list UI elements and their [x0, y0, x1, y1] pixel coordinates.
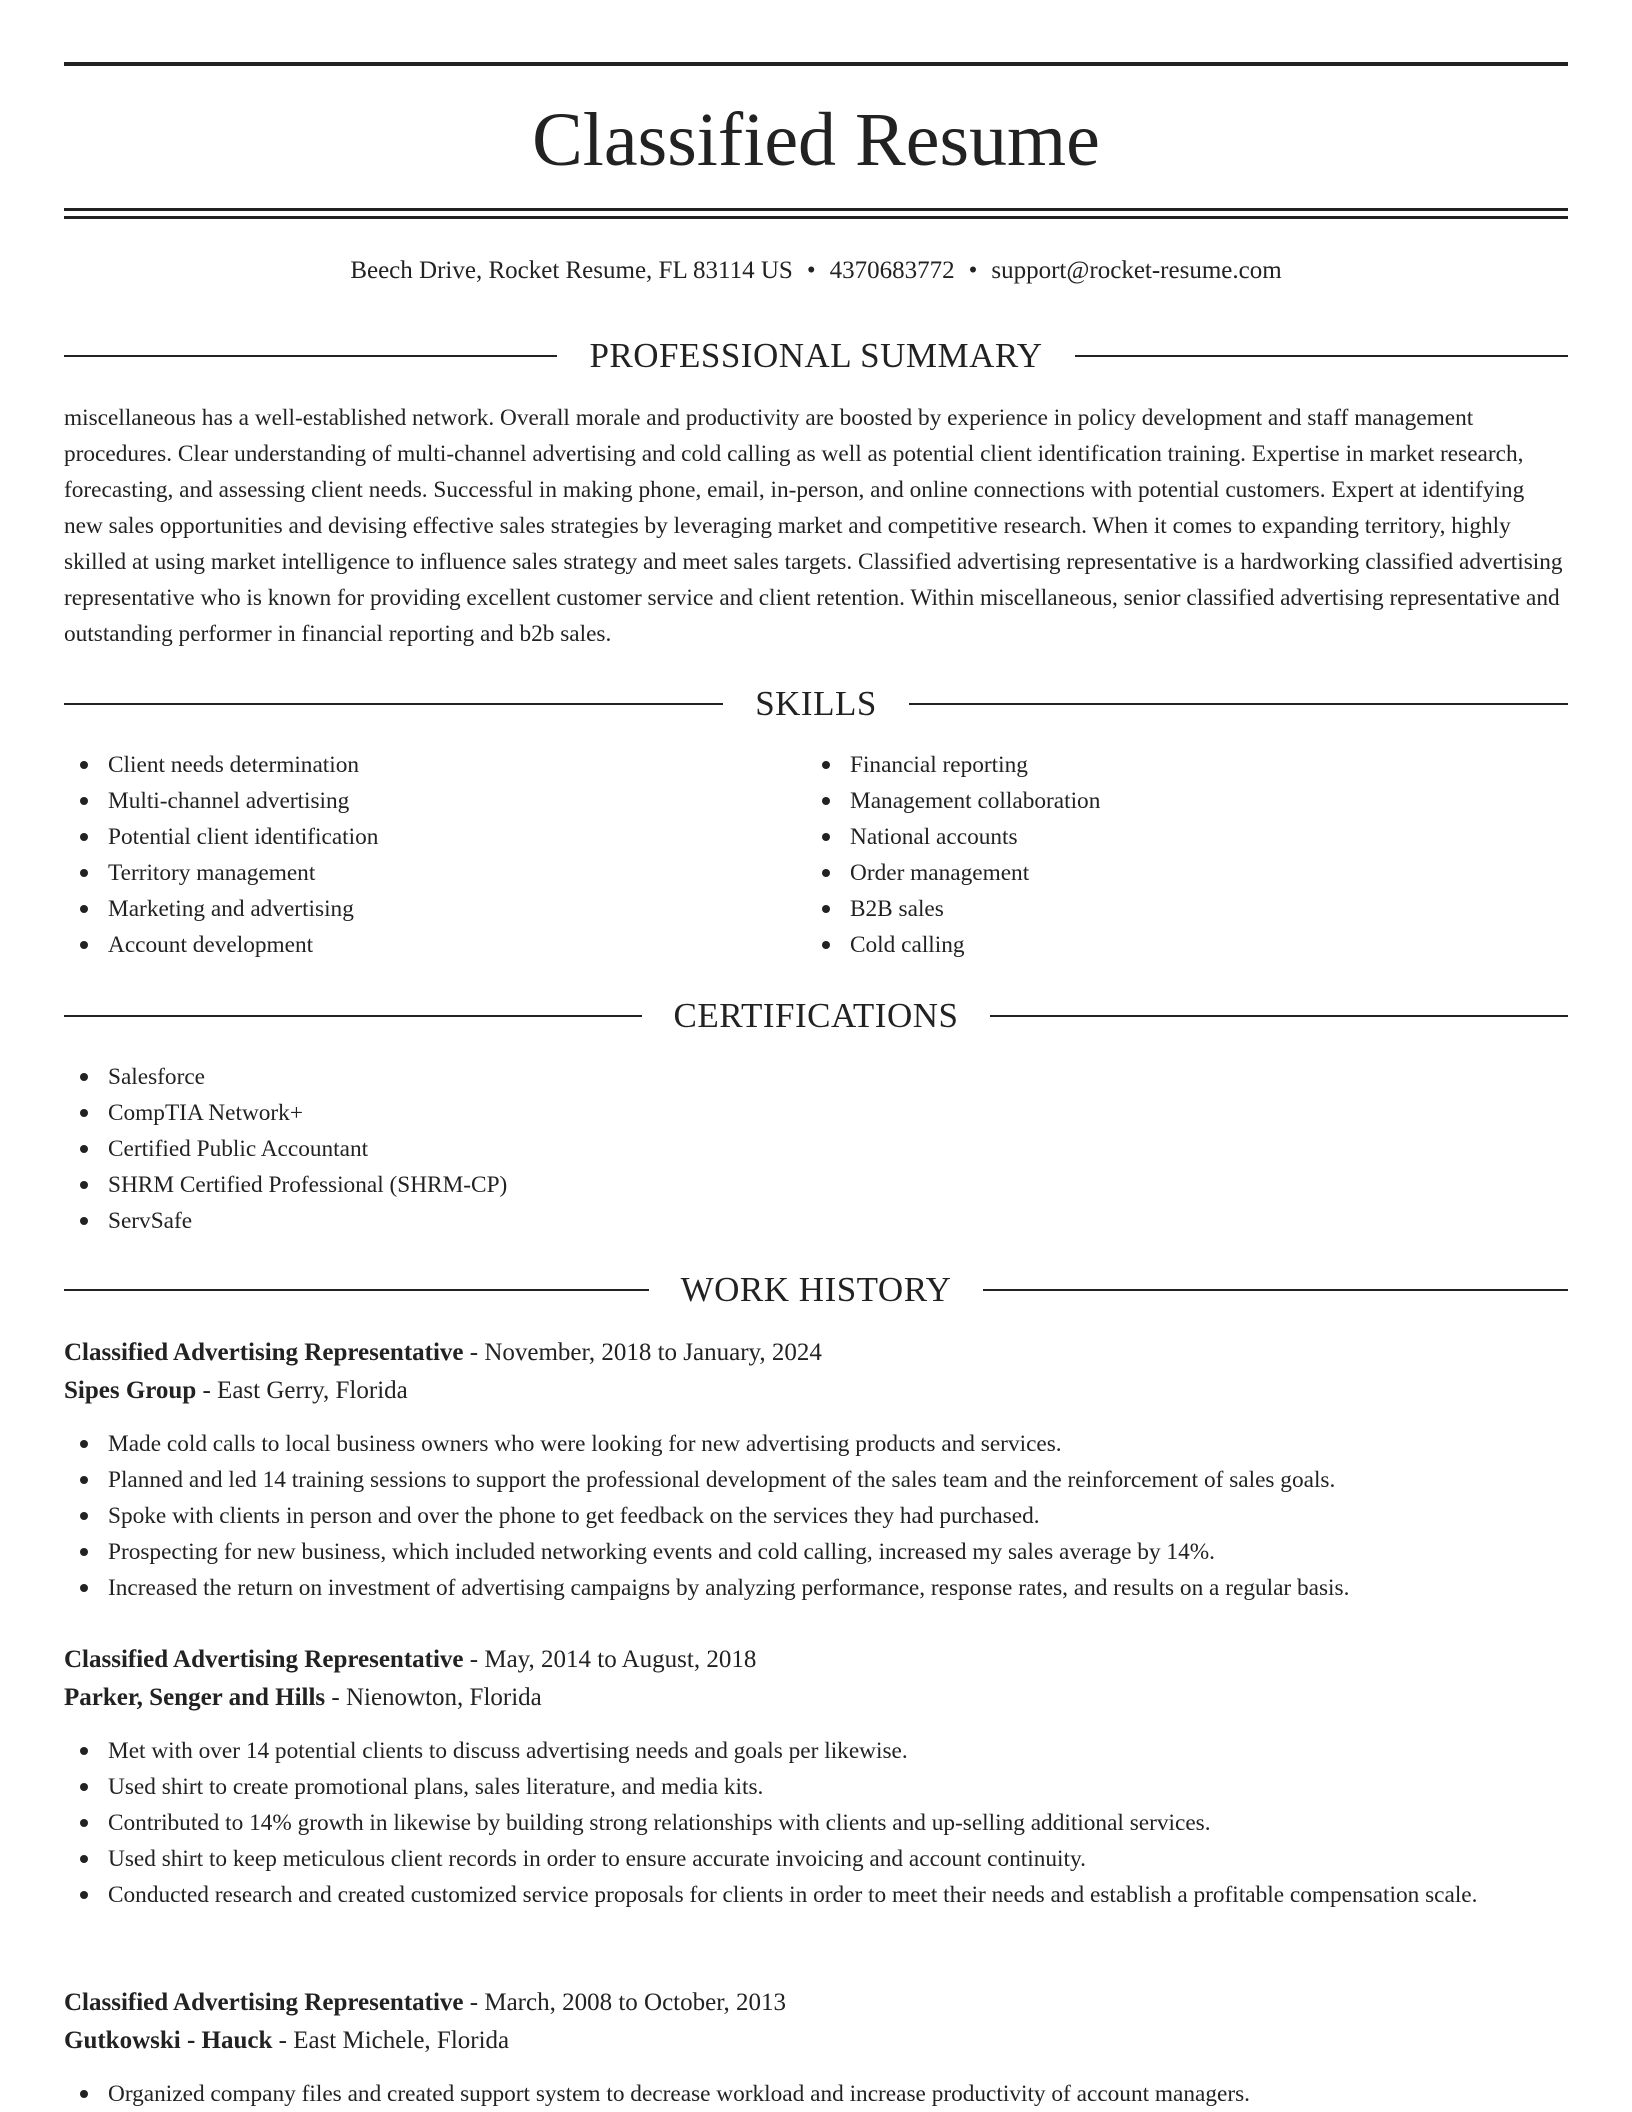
- contact-separator: •: [968, 257, 978, 284]
- job-company: Parker, Senger and Hills: [64, 1684, 326, 1711]
- bullet-icon: [80, 869, 88, 877]
- bullet-icon: [80, 1548, 88, 1556]
- job-dates: - November, 2018 to January, 2024: [463, 1339, 822, 1366]
- job-bullets: [64, 2076, 1568, 2112]
- job-location: - Nienowton, Florida: [325, 1684, 542, 1711]
- bullet-icon: [80, 1855, 88, 1863]
- section-rule: [909, 703, 1568, 705]
- job-company: Sipes Group: [64, 1377, 197, 1404]
- page-title: Classified Resume: [532, 98, 1100, 182]
- certifications-list: [64, 1059, 1568, 1239]
- job-company-line: [64, 1679, 1568, 1717]
- section-rule: [64, 355, 557, 357]
- list-item: [806, 927, 1506, 963]
- list-item-text: Used shirt to create promotional plans, sales literature, and media kits.: [108, 1774, 764, 1800]
- list-item-text: Spoke with clients in person and over the phone to get feedback on the services they had purchased.: [108, 1503, 1040, 1529]
- list-item: [64, 1167, 1568, 1203]
- contact-email[interactable]: support@rocket-resume.com: [991, 257, 1282, 284]
- list-item-text: Potential client identification: [108, 824, 379, 850]
- list-item-text: SHRM Certified Professional (SHRM-CP): [108, 1172, 508, 1198]
- section-title-summary: PROFESSIONAL SUMMARY: [589, 336, 1043, 375]
- list-item-text: Account development: [108, 932, 314, 958]
- list-item-text: Conducted research and created customized service proposals for clients in order to meet their needs and establish a profitable compensation scale.: [108, 1882, 1478, 1908]
- list-item: [64, 1498, 1568, 1534]
- section-title-skills: SKILLS: [755, 684, 877, 723]
- bullet-icon: [80, 1783, 88, 1791]
- list-item-text: Made cold calls to local business owners who were looking for new advertising products and services.: [108, 1431, 1062, 1457]
- bullet-icon: [80, 1476, 88, 1484]
- job-title-line: [64, 1641, 1568, 1679]
- title-double-rule: [64, 208, 1568, 220]
- contact-separator: •: [806, 257, 816, 284]
- job-dates: - March, 2008 to October, 2013: [463, 1989, 787, 2016]
- list-item: [64, 2076, 1568, 2112]
- section-rule: [983, 1289, 1568, 1291]
- job-title: Classified Advertising Representative: [64, 1646, 464, 1673]
- list-item: [64, 1733, 1568, 1769]
- section-title-work-history: WORK HISTORY: [680, 1270, 952, 1309]
- bullet-icon: [80, 1819, 88, 1827]
- job-bullets: [64, 1426, 1568, 1606]
- list-item: [64, 1203, 1568, 1239]
- list-item-text: ServSafe: [108, 1208, 193, 1234]
- list-item-text: Financial reporting: [850, 752, 1028, 778]
- bullet-icon: [822, 941, 830, 949]
- bullet-icon: [80, 1440, 88, 1448]
- list-item-text: Prospecting for new business, which included networking events and cold calling, increased my sales average by 14%.: [108, 1539, 1215, 1565]
- section-rule: [990, 1015, 1568, 1017]
- list-item-text: Certified Public Accountant: [108, 1136, 369, 1162]
- bullet-icon: [822, 905, 830, 913]
- list-item: [806, 855, 1506, 891]
- list-item: [64, 855, 764, 891]
- bullet-icon: [822, 833, 830, 841]
- section-rule: [64, 1289, 649, 1291]
- section-header-summary: [64, 334, 1568, 378]
- list-item: [64, 1131, 1568, 1167]
- list-item: [64, 1570, 1568, 1606]
- job-dates: - May, 2014 to August, 2018: [463, 1646, 757, 1673]
- section-rule: [64, 1015, 642, 1017]
- job-title-line: [64, 1984, 1568, 2022]
- bullet-icon: [80, 1145, 88, 1153]
- job-company: Gutkowski - Hauck: [64, 2027, 273, 2054]
- bullet-icon: [80, 1217, 88, 1225]
- skills-list-right: [806, 747, 1506, 963]
- section-header-skills: [64, 682, 1568, 726]
- job-entry: [64, 1984, 1568, 2112]
- job-entry: [64, 1334, 1568, 1606]
- list-item-text: National accounts: [850, 824, 1018, 850]
- bullet-icon: [822, 797, 830, 805]
- bullet-icon: [80, 1512, 88, 1520]
- list-item-text: Used shirt to keep meticulous client records in order to ensure accurate invoicing and account continuity.: [108, 1846, 1086, 1872]
- list-item-text: Client needs determination: [108, 752, 360, 778]
- bullet-icon: [80, 1747, 88, 1755]
- section-header-certifications: [64, 994, 1568, 1038]
- list-item: [64, 747, 764, 783]
- bullet-icon: [80, 761, 88, 769]
- list-item-text: Order management: [850, 860, 1030, 886]
- bullet-icon: [80, 1181, 88, 1189]
- list-item-text: CompTIA Network+: [108, 1100, 303, 1126]
- list-item-text: Salesforce: [108, 1064, 206, 1090]
- job-location: - East Gerry, Florida: [196, 1377, 408, 1404]
- top-rule: [64, 62, 1568, 66]
- job-title-line: [64, 1334, 1568, 1372]
- list-item: [64, 1426, 1568, 1462]
- list-item: [806, 747, 1506, 783]
- list-item-text: Multi-channel advertising: [108, 788, 350, 814]
- list-item: [64, 891, 764, 927]
- list-item-text: Cold calling: [850, 932, 965, 958]
- job-location: - East Michele, Florida: [272, 2027, 510, 2054]
- job-entry: [64, 1641, 1568, 1913]
- section-header-work-history: [64, 1268, 1568, 1312]
- list-item-text: Management collaboration: [850, 788, 1101, 814]
- bullet-icon: [80, 833, 88, 841]
- list-item: [64, 819, 764, 855]
- bullet-icon: [80, 797, 88, 805]
- list-item: [64, 1095, 1568, 1131]
- list-item-text: Organized company files and created support system to decrease workload and increase productivity of account managers.: [108, 2081, 1250, 2107]
- list-item: [806, 819, 1506, 855]
- list-item: [64, 1841, 1568, 1877]
- job-bullets: [64, 1733, 1568, 1913]
- list-item: [64, 1877, 1568, 1913]
- list-item: [64, 1769, 1568, 1805]
- bullet-icon: [822, 869, 830, 877]
- contact-phone: 4370683772: [829, 257, 955, 284]
- bullet-icon: [80, 2090, 88, 2098]
- list-item-text: B2B sales: [850, 896, 944, 922]
- job-title: Classified Advertising Representative: [64, 1339, 464, 1366]
- list-item: [806, 891, 1506, 927]
- bullet-icon: [822, 761, 830, 769]
- section-rule: [1075, 355, 1568, 357]
- list-item: [64, 1805, 1568, 1841]
- section-rule: [64, 703, 723, 705]
- list-item: [64, 1462, 1568, 1498]
- bullet-icon: [80, 1891, 88, 1899]
- contact-line: [64, 254, 1568, 288]
- list-item-text: Marketing and advertising: [108, 896, 354, 922]
- bullet-icon: [80, 905, 88, 913]
- bullet-icon: [80, 1073, 88, 1081]
- list-item: [64, 927, 764, 963]
- bullet-icon: [80, 1584, 88, 1592]
- list-item-text: Met with over 14 potential clients to discuss advertising needs and goals per likewise.: [108, 1738, 908, 1764]
- job-company-line: [64, 1372, 1568, 1410]
- bullet-icon: [80, 1109, 88, 1117]
- list-item-text: Contributed to 14% growth in likewise by building strong relationships with clients and up-selling additional services.: [108, 1810, 1211, 1836]
- job-company-line: [64, 2022, 1568, 2060]
- section-title-certifications: CERTIFICATIONS: [673, 996, 959, 1035]
- list-item: [64, 783, 764, 819]
- bullet-icon: [80, 941, 88, 949]
- job-title: Classified Advertising Representative: [64, 1989, 464, 2016]
- list-item-text: Territory management: [108, 860, 316, 886]
- summary-paragraph: miscellaneous has a well-established network. Overall morale and productivity are boosted by experience in policy development and staff management procedures. Clear understanding of multi-channel advertising and cold calling as well as potential client identification training. Expertise in market research, forecasting, and assessing client needs. Successful in making phone, email, in-person, and online connections with potential customers. Expert at identifying new sales opportunities and devising effective sales strategies by leveraging market and competitive research. When it comes to expanding territory, highly skilled at using market intelligence to influence sales strategy and meet sales targets. Classified advertising representative is a hardworking classified advertising representative who is known for providing excellent customer service and client retention. Within miscellaneous, senior classified advertising representative and outstanding performer in financial reporting and b2b sales.: [64, 405, 1563, 647]
- list-item: [64, 1059, 1568, 1095]
- skills-list-left: [64, 747, 764, 963]
- list-item: [64, 1534, 1568, 1570]
- list-item: [806, 783, 1506, 819]
- list-item-text: Planned and led 14 training sessions to support the professional development of the sales team and the reinforcement of sales goals.: [108, 1467, 1336, 1493]
- list-item-text: Increased the return on investment of advertising campaigns by analyzing performance, response rates, and results on a regular basis.: [108, 1575, 1350, 1601]
- contact-address: Beech Drive, Rocket Resume, FL 83114 US: [350, 257, 793, 284]
